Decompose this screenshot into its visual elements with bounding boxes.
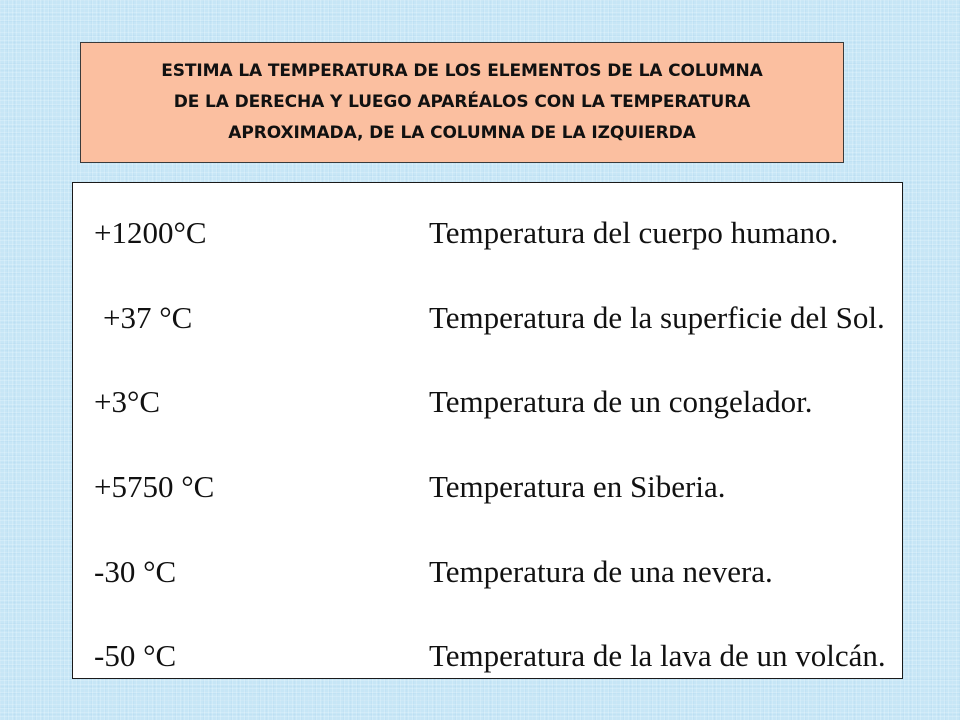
- table-row: [73, 636, 902, 686]
- temperature-value: +1200°C: [94, 215, 207, 250]
- table-row: [73, 467, 902, 517]
- instruction-text: [151, 56, 773, 149]
- temperature-description: Temperatura en Siberia.: [429, 469, 726, 504]
- instruction-line-2: DE LA DERECHA Y LUEGO APARÉALOS CON LA TEMPERATURA: [173, 92, 751, 112]
- temperature-value: +37 °C: [103, 300, 193, 335]
- temperature-value: -30 °C: [94, 554, 177, 589]
- instruction-line-1: ESTIMA LA TEMPERATURA DE LOS ELEMENTOS DE LA COLUMNA: [161, 61, 763, 81]
- table-row: [73, 552, 902, 602]
- temperature-description: Temperatura del cuerpo humano.: [429, 215, 839, 250]
- instruction-line-3: APROXIMADA, DE LA COLUMNA DE LA IZQUIERDA: [228, 123, 696, 143]
- matching-table: [72, 182, 903, 679]
- temperature-value: +3°C: [94, 384, 161, 419]
- table-row: [73, 298, 902, 348]
- temperature-description: Temperatura de un congelador.: [429, 384, 813, 419]
- table-row: [73, 213, 902, 263]
- temperature-description: Temperatura de una nevera.: [429, 554, 773, 589]
- temperature-description: Temperatura de la superficie del Sol.: [429, 300, 885, 335]
- temperature-value: +5750 °C: [94, 469, 215, 504]
- temperature-value: -50 °C: [94, 638, 177, 673]
- instruction-box: [80, 42, 844, 163]
- temperature-description: Temperatura de la lava de un volcán.: [429, 638, 886, 673]
- table-row: [73, 382, 902, 432]
